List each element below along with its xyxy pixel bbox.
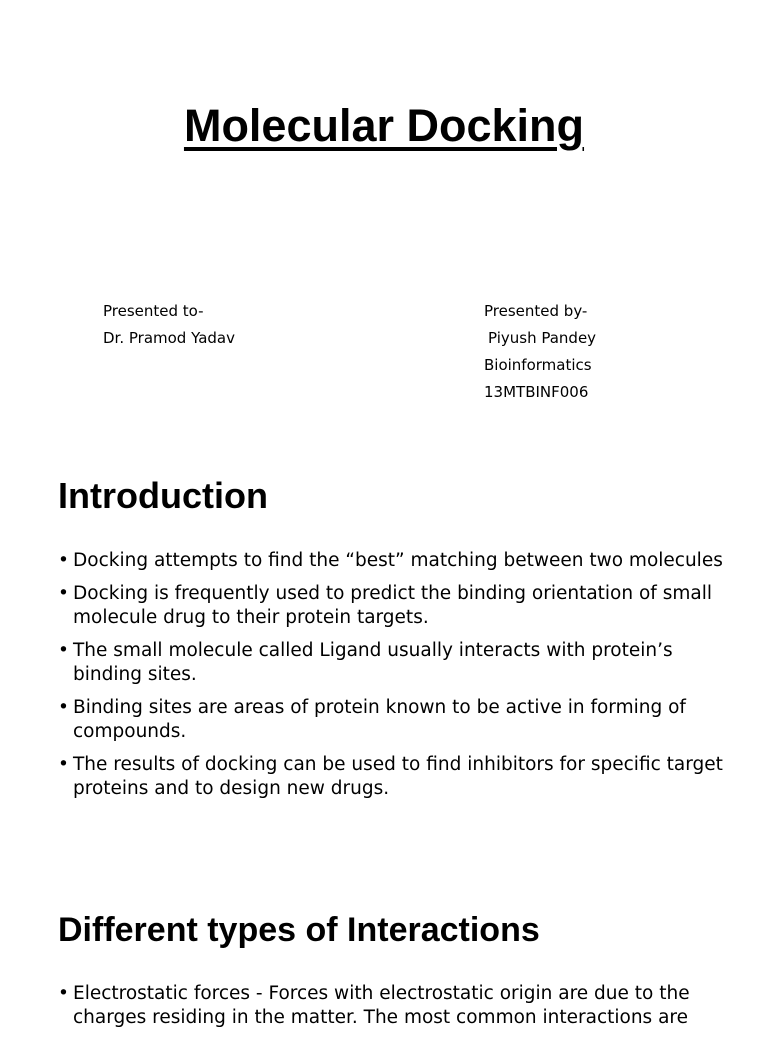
introduction-heading: Introduction	[58, 475, 268, 516]
list-item	[58, 582, 738, 630]
presenter-department: Bioinformatics	[484, 356, 592, 374]
list-item	[58, 549, 738, 573]
bullet-icon: •	[58, 983, 69, 1004]
presented-to-block	[103, 298, 235, 352]
list-item	[58, 982, 738, 1030]
bullet-text: Electrostatic forces - Forces with electrostatic origin are due to the charges residing in the matter. The most common interactions are	[73, 983, 690, 1028]
presented-by-label: Presented by-	[484, 302, 588, 320]
interactions-slide	[0, 840, 768, 1028]
bullet-icon: •	[58, 754, 69, 775]
bullet-icon: •	[58, 640, 69, 661]
bullet-text: The small molecule called Ligand usually interacts with protein’s binding sites.	[73, 640, 673, 685]
list-item	[58, 639, 738, 687]
bullet-text: The results of docking can be used to find inhibitors for specific target proteins and to design new drugs.	[73, 754, 723, 799]
bullet-icon: •	[58, 550, 69, 571]
bullet-icon: •	[58, 697, 69, 718]
bullet-icon: •	[58, 583, 69, 604]
presented-by-block	[484, 298, 596, 406]
introduction-bullet-list	[58, 549, 738, 810]
interactions-bullet-list	[58, 982, 738, 1039]
interactions-heading: Different types of Interactions	[58, 911, 540, 949]
title-slide	[0, 0, 768, 440]
presenter-id: 13MTBINF006	[484, 383, 589, 401]
list-item	[58, 753, 738, 801]
presented-to-name: Dr. Pramod Yadav	[103, 329, 235, 347]
bullet-text: Binding sites are areas of protein known to be active in forming of compounds.	[73, 697, 686, 742]
bullet-text: Docking attempts to find the “best” matching between two molecules	[73, 550, 723, 571]
list-item	[58, 696, 738, 744]
presentation-title: Molecular Docking	[183, 100, 585, 151]
presenter-name: Piyush Pandey	[488, 329, 597, 347]
bullet-text: Docking is frequently used to predict the binding orientation of small molecule drug to their protein targets.	[73, 583, 712, 628]
presented-to-label: Presented to-	[103, 302, 204, 320]
introduction-slide	[0, 440, 768, 840]
